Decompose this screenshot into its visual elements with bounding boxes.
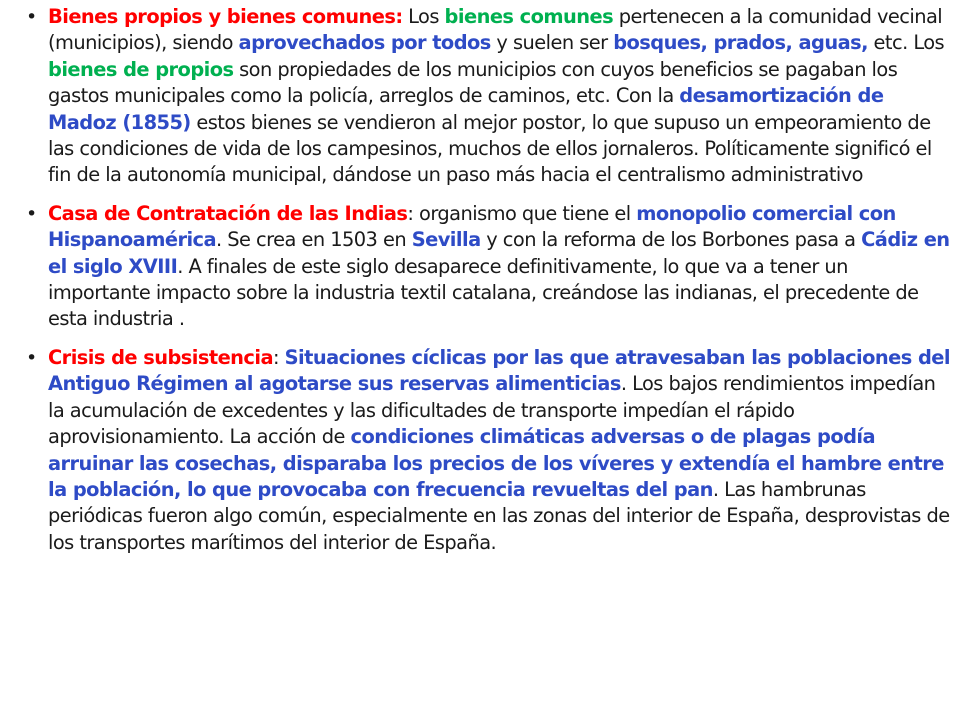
text-segment: : organismo que tiene el bbox=[407, 201, 637, 225]
text-segment: . Se crea en 1503 en bbox=[216, 228, 412, 252]
text-segment: : bbox=[273, 345, 285, 369]
text-segment: . A finales de este siglo desaparece definitivamente, lo que va a tener un importante impacto sobre la industria textil catalana, creándose las indianas, el precedente de esta industria . bbox=[48, 254, 919, 331]
highlight-segment: Sevilla bbox=[411, 228, 481, 252]
text-segment: son propiedades de los municipios con cuyos beneficios se pagaban los gastos municipales como la policía, arreglos de caminos, etc. Con la bbox=[48, 57, 898, 108]
text-segment: Los bbox=[402, 5, 445, 28]
highlight-segment: bienes comunes bbox=[444, 5, 614, 28]
text-segment: . Las hambrunas periódicas fueron algo común, especialmente en las zonas del interior de España, desprovistas de los transportes marítimos del interior de España. bbox=[48, 477, 950, 554]
entry-casa-contratacion bbox=[28, 201, 954, 333]
highlight-segment: condiciones climáticas adversas o de plagas podía arruinar las cosechas, disparaba los precios de los víveres y extendía el hambre entre la población, lo que provocaba con frecuencia revueltas del pan bbox=[48, 425, 944, 501]
text-segment: y con la reforma de los Borbones pasa a bbox=[480, 228, 862, 252]
text-segment: pertenecen a la comunidad vecinal (municipios), siendo bbox=[48, 5, 943, 55]
highlight-segment: monopolio comercial con Hispanoamérica bbox=[48, 201, 896, 252]
term-title: Casa de Contratación de las Indias bbox=[48, 201, 408, 225]
highlight-segment: aprovechados por todos bbox=[238, 31, 491, 55]
text-segment: . Los bajos rendimientos impedían la acumulación de excedentes y las dificultades de transporte impedían el rápido aprovisionamiento. La acción de bbox=[48, 372, 936, 449]
bullet-icon: • bbox=[26, 6, 37, 28]
highlight-segment: bienes de propios bbox=[48, 57, 234, 81]
text-segment: etc. Los bbox=[867, 31, 945, 55]
entry-crisis-subsistencia bbox=[28, 345, 954, 556]
bullet-icon: • bbox=[26, 202, 37, 225]
highlight-segment: bosques, prados, aguas, bbox=[613, 31, 868, 55]
highlight-segment: Cádiz en el siglo XVIII bbox=[48, 228, 950, 278]
highlight-segment: desamortización de Madoz (1855) bbox=[48, 84, 884, 134]
text-segment: estos bienes se vendieron al mejor postor, lo que supuso un empeoramiento de las condiciones de vida de los campesinos, muchos de ellos jornaleros. Políticamente significó el fin de la autonomía municipal, dándose un paso más hacia el centralismo administrativo bbox=[48, 110, 932, 187]
glossary-list bbox=[28, 4, 954, 568]
entry-bienes-propios-comunes bbox=[28, 4, 954, 189]
term-title: Bienes propios y bienes comunes: bbox=[48, 5, 403, 28]
text-segment: y suelen ser bbox=[490, 31, 614, 55]
highlight-segment: Situaciones cíclicas por las que atravesaban las poblaciones del Antiguo Régimen al agotarse sus reservas alimenticias bbox=[48, 345, 950, 396]
bullet-icon: • bbox=[26, 346, 37, 369]
term-title: Crisis de subsistencia bbox=[48, 345, 274, 369]
